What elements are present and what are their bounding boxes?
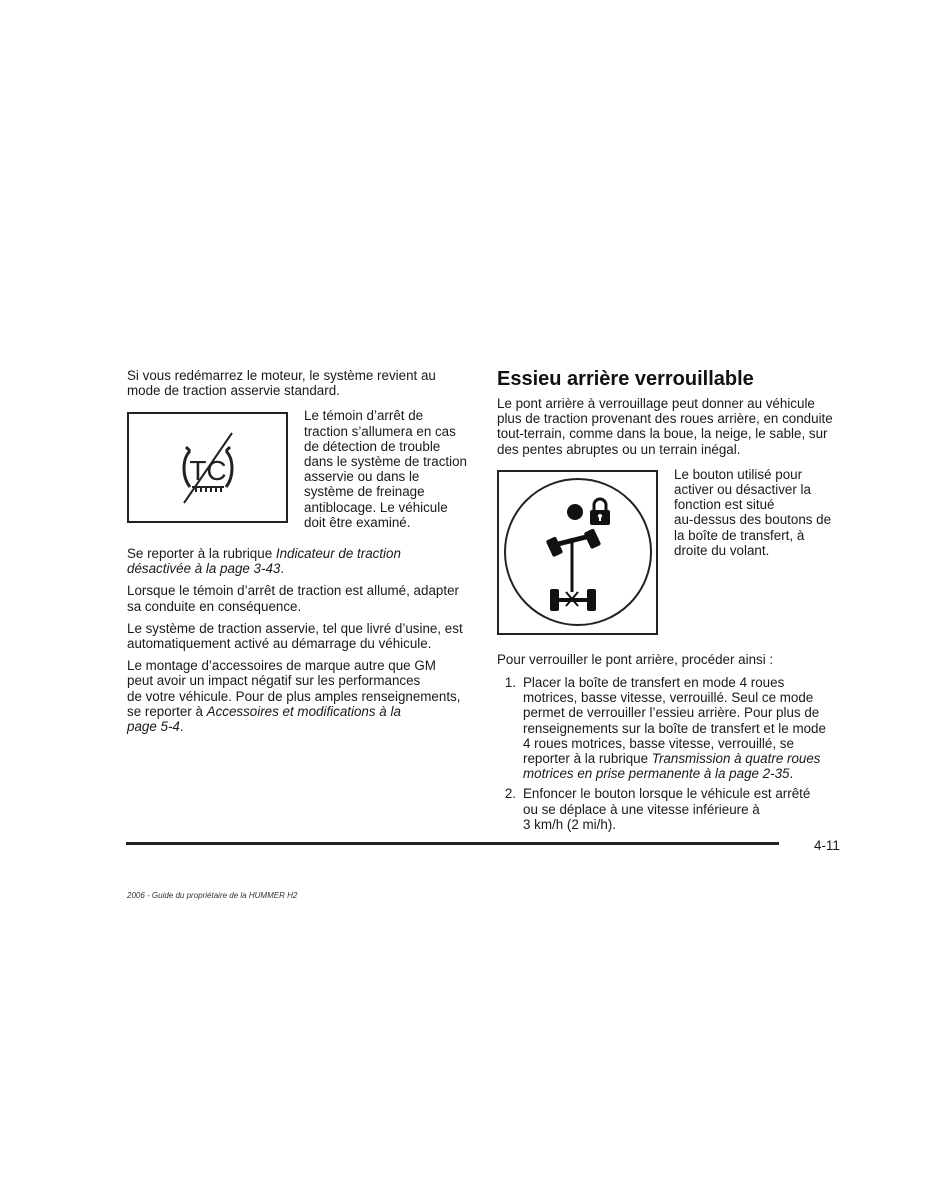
list-item: [497, 675, 837, 781]
caption-line: la boîte de transfert, à: [674, 527, 805, 543]
caption-line: fonction est situé: [674, 497, 775, 513]
procedure-steps: [497, 675, 837, 832]
caption-line: de détection de trouble: [304, 438, 441, 454]
left-column: [127, 368, 472, 741]
accessories-link[interactable]: Accessoires et modifications à la: [206, 703, 401, 719]
rear-axle-lock-icon: [502, 476, 654, 628]
caption-line: Le témoin d’arrêt de: [304, 408, 424, 424]
intro-paragraph: Le pont arrière à verrouillage peut donner au véhicule plus de traction provenant des roues arrière, en conduite tout-terrain, comme dans la boue, la neige, le sable, sur des pentes abruptes ou un terrain inégal.: [497, 396, 833, 457]
step-text: Enfoncer le bouton lorsque le véhicule est arrêté ou se déplace à une vitesse inférieure à 3 km/h (2 mi/h).: [523, 786, 811, 832]
locker-figure-caption: [674, 467, 831, 635]
factory-default-paragraph: Le système de traction asservie, tel que livré d’usine, est automatiquement activé au démarrage du véhicule.: [127, 620, 463, 652]
caption-line: dans le système de traction: [304, 454, 468, 470]
caption-line: traction s’allumera en cas: [304, 423, 456, 439]
restart-paragraph: Si vous redémarrez le moteur, le système revient au mode de traction asservie standard.: [127, 368, 436, 399]
caption-line: activer ou désactiver la: [674, 482, 811, 498]
traction-figure-caption: [304, 408, 467, 530]
procedure-intro: Pour verrouiller le pont arrière, procéder ainsi :: [497, 651, 774, 667]
caption-line: doit être examiné.: [304, 514, 411, 530]
caption-line: asservie ou dans le: [304, 469, 420, 485]
adapt-driving-paragraph: Lorsque le témoin d’arrêt de traction est allumé, adapter sa conduite en conséquence.: [127, 583, 459, 614]
caption-line: antiblocage. Le véhicule: [304, 499, 448, 515]
section-heading: Essieu arrière verrouillable: [497, 368, 754, 390]
page-number: 4-11: [814, 838, 840, 853]
accessories-link[interactable]: page 5-4: [127, 719, 180, 735]
right-column: [497, 368, 837, 837]
caption-line: système de freinage: [304, 484, 425, 500]
accessories-paragraph: Le montage d’accessoires de marque autre que GM peut avoir un impact négatif sur les performances de votre véhicule. Pour de plus amples renseignements, se reporter à Accessoires et modifications à la page 5-4.: [127, 658, 461, 735]
locker-figure: [497, 466, 837, 635]
reference-link[interactable]: Indicateur de traction: [275, 546, 401, 562]
rear-locker-button-box: [497, 470, 658, 635]
step-text: Placer la boîte de transfert en mode 4 roues motrices, basse vitesse, verrouillé. Seul ce mode permet de verrouiller l’essieu arrière. Pour plus de renseignements sur la boîte de transfert et le mode 4 roues motrices, basse vitesse, verrouillé, se reporter à la rubrique Transmission à quatre roues motrices en prise permanente à la page 2-35.: [523, 675, 826, 782]
footer-text: 2006 - Guide du propriétaire de la HUMMER H2: [127, 891, 298, 900]
page-divider: [126, 842, 779, 845]
caption-line: Le bouton utilisé pour: [674, 466, 803, 482]
caption-line: droite du volant.: [674, 542, 770, 558]
step-number: 2.: [504, 786, 516, 802]
reference-link[interactable]: désactivée à la page 3-43: [127, 561, 281, 577]
step-number: 1.: [504, 675, 516, 691]
traction-off-icon-box: [127, 412, 288, 523]
transmission-link[interactable]: motrices en prise permanente à la page 2-35: [523, 766, 790, 782]
list-item: [497, 786, 837, 832]
traction-figure: [127, 408, 472, 530]
reference-paragraph: Se reporter à la rubrique Indicateur de traction désactivée à la page 3-43.: [127, 546, 401, 577]
transmission-link[interactable]: Transmission à quatre roues: [651, 751, 821, 767]
caption-line: au-dessus des boutons de: [674, 512, 832, 528]
tc-icon-label: TC: [188, 454, 227, 486]
traction-off-icon: [176, 429, 240, 507]
